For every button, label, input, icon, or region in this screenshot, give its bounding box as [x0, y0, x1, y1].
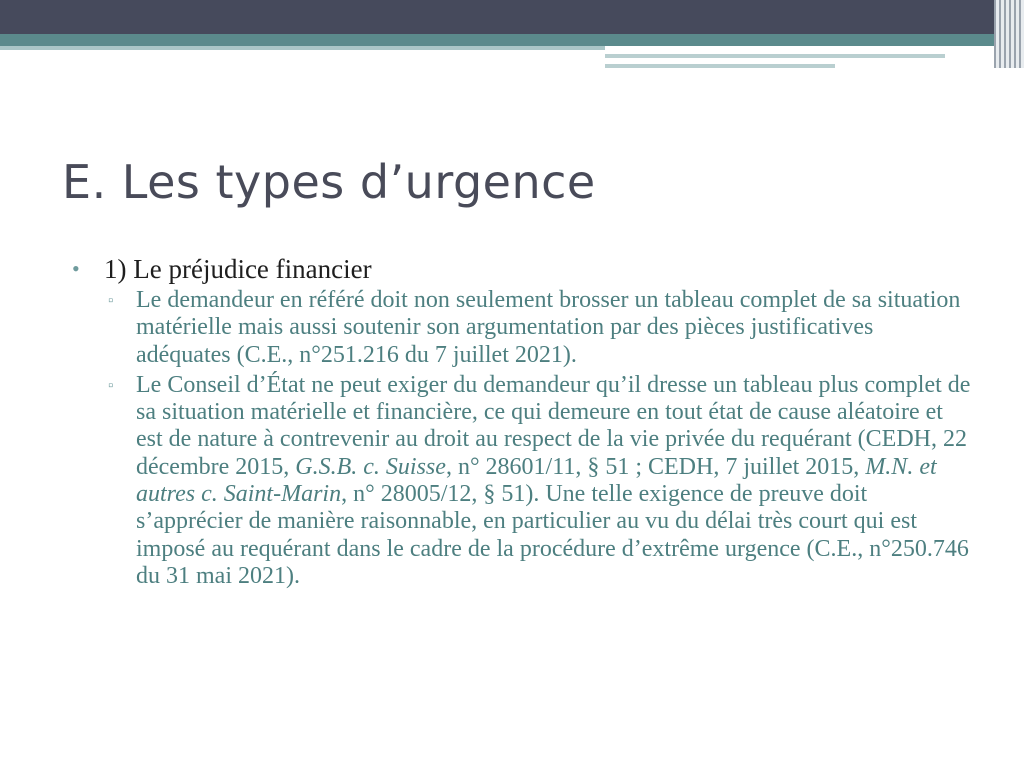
header-teal-band [0, 34, 1024, 46]
sub-bullet-item [72, 372, 972, 590]
case-name: M.N. et autres c. Saint-Marin [136, 453, 937, 508]
header-accent-line [605, 64, 835, 68]
sub-bullet-text [136, 372, 972, 590]
bullet-dot-icon: • [72, 256, 80, 281]
header-edge-stripes [994, 0, 1024, 68]
sub-bullet-item [72, 287, 972, 369]
bullet-item [72, 254, 972, 284]
sub-bullet-text-part: Le Conseil d’État ne peut exiger du demandeur qu’il dresse un tableau plus complet de sa situation matérielle et financière, ce qui demeure en tout état de cause aléatoire et est de nature à contrevenir au droit au respect de la vie privée du requérant (CEDH, 22 décembre 2015, [136, 371, 971, 480]
case-name: G.S.B. c. Suisse [295, 453, 446, 480]
header-dark-band [0, 0, 1024, 34]
square-bullet-icon: ▫ [108, 377, 114, 394]
square-bullet-icon: ▫ [108, 293, 114, 309]
sub-bullet-list [72, 287, 972, 590]
sub-bullet-text-part: , n° 28601/11, § 51 ; CEDH, 7 juillet 2015, [445, 453, 866, 480]
slide-title: E. Les types d’urgence [62, 155, 596, 209]
section-heading: 1) Le préjudice financier [104, 254, 372, 284]
header-accent-line [605, 54, 945, 58]
sub-bullet-text: Le demandeur en référé doit non seulement brosser un tableau complet de sa situation matérielle mais aussi soutenir son argumentation par des pièces justificatives adéquates (C.E., n°251.216 du 7 juillet 2021). [136, 287, 961, 368]
header-light-band [0, 46, 605, 50]
sub-bullet-text-part: , n° 28005/12, § 51). Une telle exigence de preuve doit s’apprécier de manière raisonnable, en particulier au vu du délai très court qui est imposé au requérant dans le cadre de la procédure d’extrême urgence (C.E., n°250.746 du 31 mai 2021). [136, 481, 969, 589]
slide-body [72, 254, 972, 590]
